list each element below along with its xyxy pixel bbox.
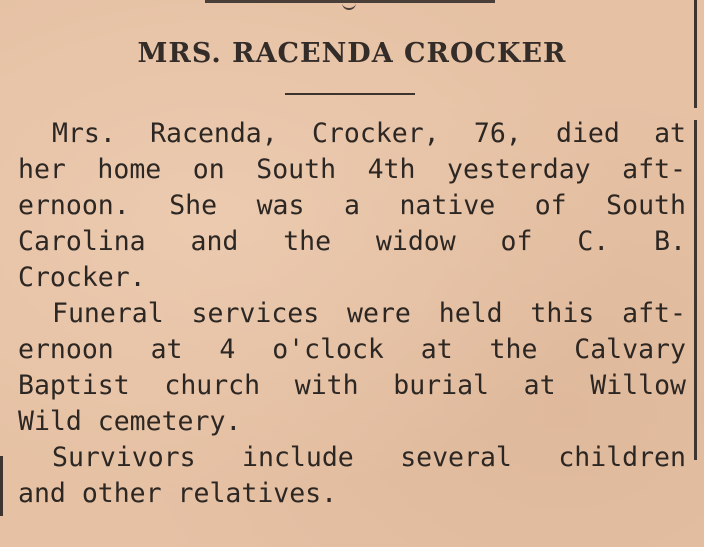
paragraph-1-line-2: her home on South 4th yesterday aft- [18, 154, 686, 185]
paragraph-2-line-3: Baptist church with burial at Willow [18, 370, 686, 401]
paragraph-1-line-1: Mrs. Racenda, Crocker, 76, died at [52, 118, 686, 149]
right-column-rule-bottom [694, 120, 697, 460]
paragraph-2-line-2: ernoon at 4 o'clock at the Calvary [18, 334, 686, 365]
paragraph-3-line-2: and other relatives. [18, 478, 338, 509]
paragraph-1-line-5: Crocker. [18, 262, 146, 293]
paragraph-3-line-1: Survivors include several children [52, 442, 686, 473]
obituary-headline: MRS. RACENDA CROCKER [137, 38, 567, 69]
obituary-article [18, 116, 686, 512]
left-column-rule [0, 456, 3, 516]
paragraph-1-line-3: ernoon. She was a native of South [18, 190, 686, 221]
paragraph-2-line-1: Funeral services were held this aft- [52, 298, 686, 329]
paragraph-2-line-4: Wild cemetery. [18, 406, 242, 437]
paragraph-1-line-4: Carolina and the widow of C. B. [18, 226, 686, 257]
top-ornament [342, 0, 356, 10]
headline-divider [285, 93, 415, 95]
